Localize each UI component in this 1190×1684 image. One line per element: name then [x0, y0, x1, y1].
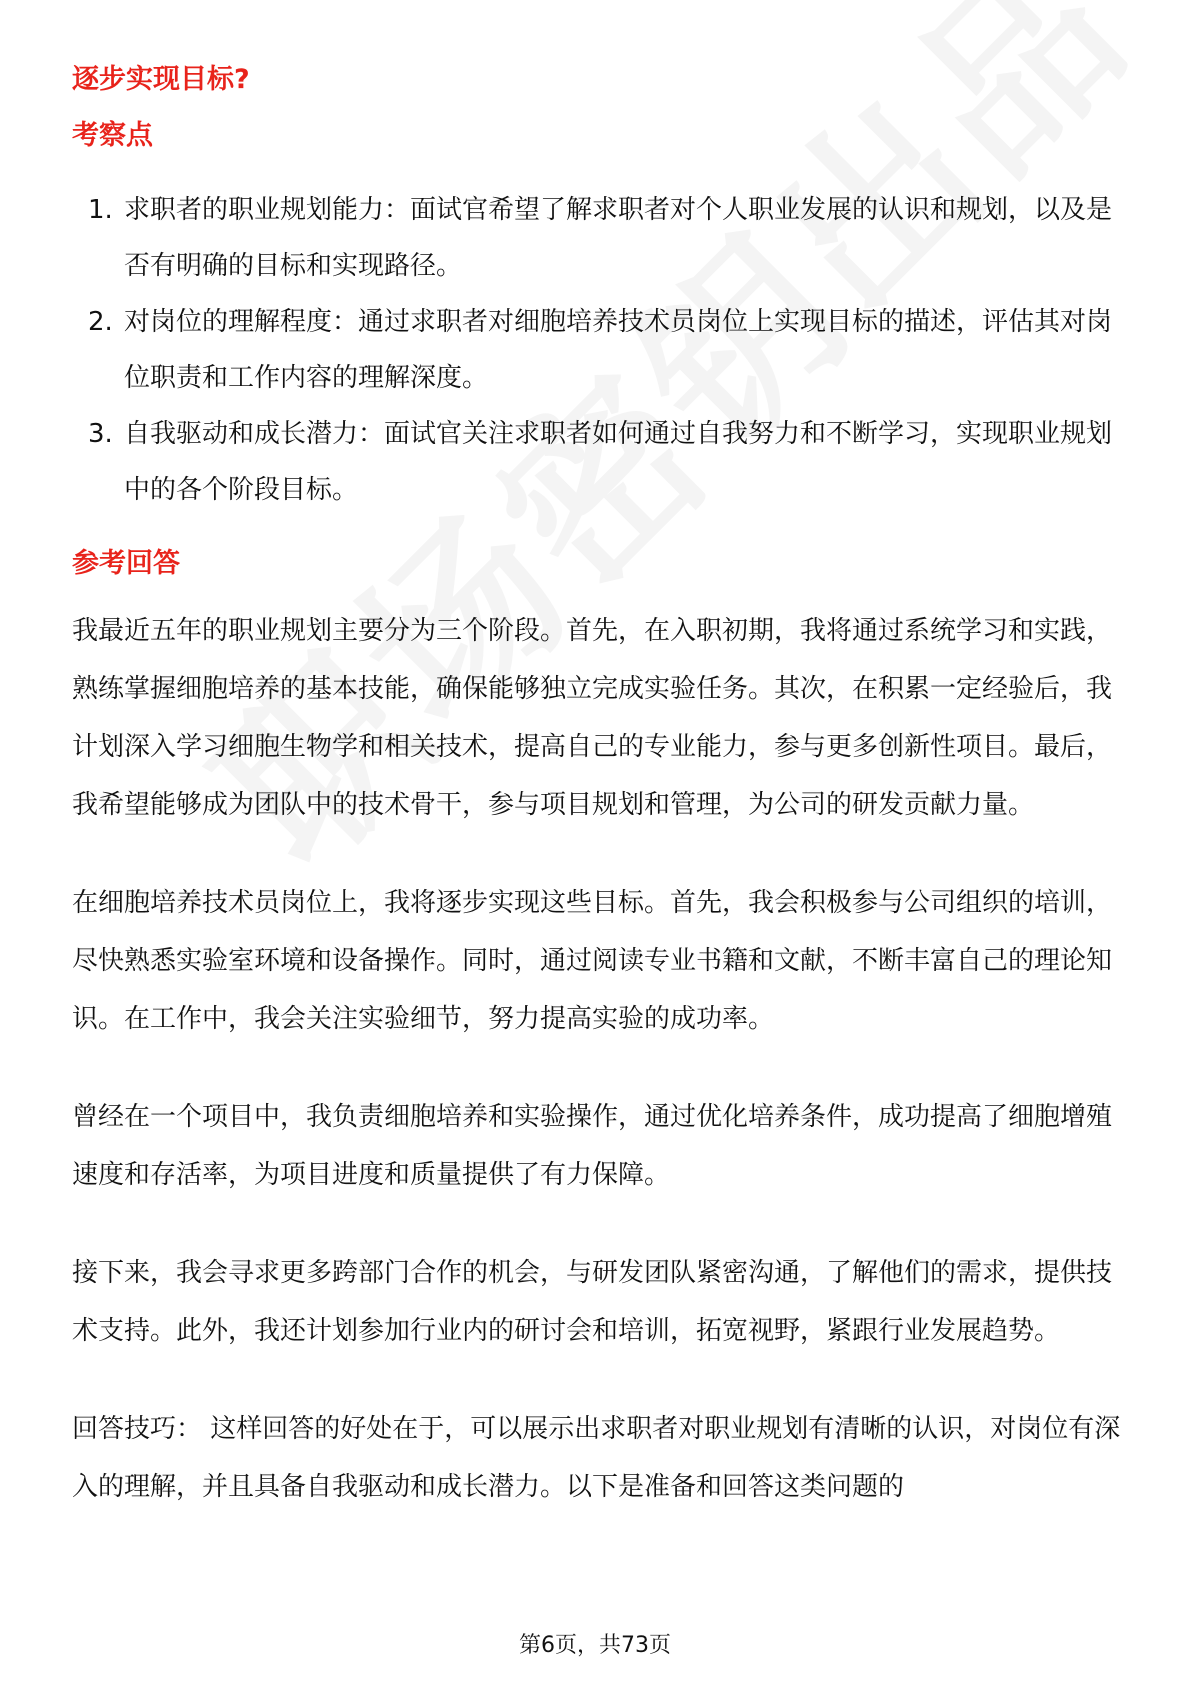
list-item-text: 对岗位的理解程度：通过求职者对细胞培养技术员岗位上实现目标的描述，评估其对岗位职责和工作内容的理解深度。: [124, 307, 1113, 393]
section-title-assessment-points: 考察点: [72, 120, 153, 151]
question-heading-tail: 逐步实现目标?: [72, 64, 250, 95]
list-number: 2.: [88, 307, 113, 337]
list-item-text: 求职者的职业规划能力：面试官希望了解求职者对个人职业发展的认识和规划，以及是否有明确的目标和实现路径。: [124, 195, 1113, 281]
list-item-text: 自我驱动和成长潜力：面试官关注求职者如何通过自我努力和不断学习，实现职业规划中的各个阶段目标。: [124, 419, 1113, 505]
list-item: [72, 294, 1122, 406]
list-item: [72, 406, 1122, 518]
list-item: [72, 182, 1122, 294]
list-number: 3.: [88, 419, 113, 449]
list-number: 1.: [88, 195, 113, 225]
answer-paragraph: 我最近五年的职业规划主要分为三个阶段。首先，在入职初期，我将通过系统学习和实践，熟练掌握细胞培养的基本技能，确保能够独立完成实验任务。其次，在积累一定经验后，我计划深入学习细胞生物学和相关技术，提高自己的专业能力，参与更多创新性项目。最后，我希望能够成为团队中的技术骨干，参与项目规划和管理，为公司的研发贡献力量。: [72, 616, 1113, 820]
answer-paragraph: 在细胞培养技术员岗位上，我将逐步实现这些目标。首先，我会积极参与公司组织的培训，尽快熟悉实验室环境和设备操作。同时，通过阅读专业书籍和文献，不断丰富自己的理论知识。在工作中，我会关注实验细节，努力提高实验的成功率。: [72, 888, 1113, 1034]
document-page: [72, 52, 1122, 1516]
assessment-points-list: [72, 182, 1122, 518]
answer-paragraph: 曾经在一个项目中，我负责细胞培养和实验操作，通过优化培养条件，成功提高了细胞增殖速度和存活率，为项目进度和质量提供了有力保障。: [72, 1102, 1113, 1190]
answer-tips-paragraph: 回答技巧： 这样回答的好处在于，可以展示出求职者对职业规划有清晰的认识，对岗位有深入的理解，并且具备自我驱动和成长潜力。以下是准备和回答这类问题的: [72, 1414, 1121, 1502]
page-footer: 第6页，共73页: [519, 1633, 671, 1658]
section-title-reference-answer: 参考回答: [72, 548, 180, 579]
answer-paragraph: 接下来，我会寻求更多跨部门合作的机会，与研发团队紧密沟通，了解他们的需求，提供技术支持。此外，我还计划参加行业内的研讨会和培训，拓宽视野，紧跟行业发展趋势。: [72, 1258, 1113, 1346]
